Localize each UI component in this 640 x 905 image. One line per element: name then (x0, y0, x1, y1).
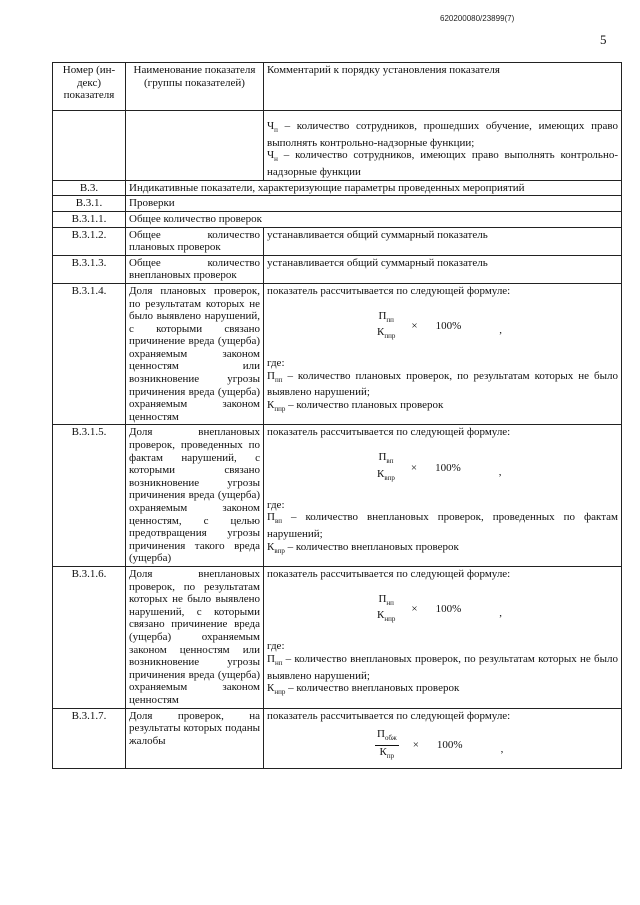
multiply-sign: × (410, 461, 418, 474)
where-label: где: (267, 357, 285, 370)
formula-intro: показатель рассчитывается по следующей формуле: (267, 284, 511, 297)
percent-value: 100% (435, 603, 462, 616)
cell-index: В.3.1. (53, 196, 126, 212)
table-row-b317 (53, 708, 622, 768)
formula: $П_{нп}$ $К_{нпр}$ × 100% , (375, 593, 618, 627)
table-row-b313 (53, 255, 622, 283)
cell-section-title: Общее количество проверок (126, 211, 622, 227)
definition-line: $П_{пп}$ – количество плановых проверок, по результатам которых не было выявлено нарушений; (267, 369, 618, 399)
definition-line: $П_{нп}$ – количество внеплановых проверок, по результатам которых не было выявлено нарушений; (267, 652, 618, 682)
table-row-b311 (53, 211, 622, 227)
table-row-b314 (53, 283, 622, 425)
table-row-b31 (53, 196, 622, 212)
multiply-sign: × (411, 319, 418, 332)
cell-index: В.3.1.1. (53, 211, 126, 227)
cell-comment (264, 708, 622, 768)
cell-name: Доля внеплановых проверок, проведенных по фактам нарушений, с которыми связано возникновение угрозы причинения вреда (ущерба) охраняемым законом ценностям, с целью предотвращения угрозы причинения такого вреда (ущерба) (126, 425, 264, 567)
formula: $П_{пп}$ $К_{ппр}$ × 100% , (375, 310, 618, 344)
formula-intro: показатель рассчитывается по следующей формуле: (267, 426, 511, 439)
cell-index (53, 111, 126, 181)
definition-line: $К_{впр}$ – количество внеплановых проверок (267, 540, 459, 555)
table-row-b312 (53, 227, 622, 255)
cell-comment: устанавливается общий суммарный показатель (264, 255, 622, 283)
formula-fraction: $П_{нп}$ $К_{нпр}$ (377, 592, 396, 624)
cell-section-title: Индикативные показатели, характеризующие параметры проведенных мероприятий (126, 180, 622, 196)
cell-name: Общее количество внеплановых проверок (126, 255, 264, 283)
cell-section-title: Проверки (126, 196, 622, 212)
header-comment: Комментарий к порядку установления показателя (264, 63, 622, 111)
page-number: 5 (600, 32, 607, 47)
cell-index: В.3. (53, 180, 126, 196)
cell-index: В.3.1.6. (53, 566, 126, 708)
formula-intro: показатель рассчитывается по следующей формуле: (267, 709, 511, 722)
cell-comment (264, 111, 622, 181)
definition-line: $К_{нпр}$ – количество внеплановых проверок (267, 682, 460, 697)
cell-comment (264, 425, 622, 567)
formula: $П_{вп}$ $К_{впр}$ × 100% , (375, 451, 618, 485)
definition-line: $П_{вп}$ – количество внеплановых проверок, проведенных по фактам нарушений; (267, 511, 618, 540)
table-row-b316 (53, 566, 622, 708)
percent-value: 100% (435, 461, 461, 474)
cell-comment (264, 283, 622, 425)
cell-index: В.3.1.2. (53, 227, 126, 255)
cell-comment (264, 566, 622, 708)
table-row-b3 (53, 180, 622, 196)
where-label: где: (267, 640, 285, 653)
formula-fraction: $П_{пп}$ $К_{ппр}$ (377, 309, 396, 341)
cell-name: Доля внеплановых проверок, по результатам которых не было выявлено нарушений, с которыми связано причинение вреда (ущерба) охраняемым законом ценностям или возникновение угрозы причинения вреда (ущерба) охраняемым законом ценностям (126, 566, 264, 708)
definition-line: $Ч_п$ – количество сотрудников, прошедших обучение, имеющих право выполнять контрольно-надзорные функции; (267, 120, 618, 149)
document-code: 620200080/23899(7) (440, 14, 515, 23)
cell-comment: устанавливается общий суммарный показатель (264, 227, 622, 255)
cell-index: В.3.1.5. (53, 425, 126, 567)
where-label: где: (267, 498, 285, 511)
definition-line: $Ч_н$ – количество сотрудников, имеющих право выполнять контрольно-надзорные функции (267, 149, 618, 179)
cell-index: В.3.1.4. (53, 283, 126, 425)
formula-intro: показатель рассчитывается по следующей формуле: (267, 567, 511, 580)
cell-name (126, 111, 264, 181)
header-index: Номер (ин-декс) показателя (53, 63, 126, 111)
indicator-table (52, 62, 622, 769)
table-row-b315 (53, 425, 622, 567)
formula-fraction: $\frac{П_{обж}}{К_{пр}}$ (377, 728, 397, 761)
table-header-row (53, 63, 622, 111)
cell-index: В.3.1.3. (53, 255, 126, 283)
percent-value: 100% (435, 319, 462, 332)
multiply-sign: × (412, 739, 419, 752)
multiply-sign: × (411, 603, 418, 616)
cell-name: Доля плановых проверок, по результатам которых не было выявлено нарушений, с которыми связано причинение вреда (ущерба) охраняемым законом ценностям или возникновение угрозы причинения вреда (ущерба) охраняемым законом ценностям (126, 283, 264, 425)
header-name: Наименование показателя (группы показателей) (126, 63, 264, 111)
formula: $\frac{П_{обж}}{К_{пр}}$ × 100% , (375, 728, 618, 763)
cell-name: Общее количество плановых проверок (126, 227, 264, 255)
formula-fraction: $П_{вп}$ $К_{впр}$ (377, 451, 395, 482)
percent-value: 100% (436, 739, 463, 752)
table-row-continuation (53, 111, 622, 181)
cell-index: В.3.1.7. (53, 708, 126, 768)
cell-name: Доля проверок, на результаты которых поданы жалобы (126, 708, 264, 768)
definition-line: $К_{ппр}$ – количество плановых проверок (267, 399, 444, 414)
